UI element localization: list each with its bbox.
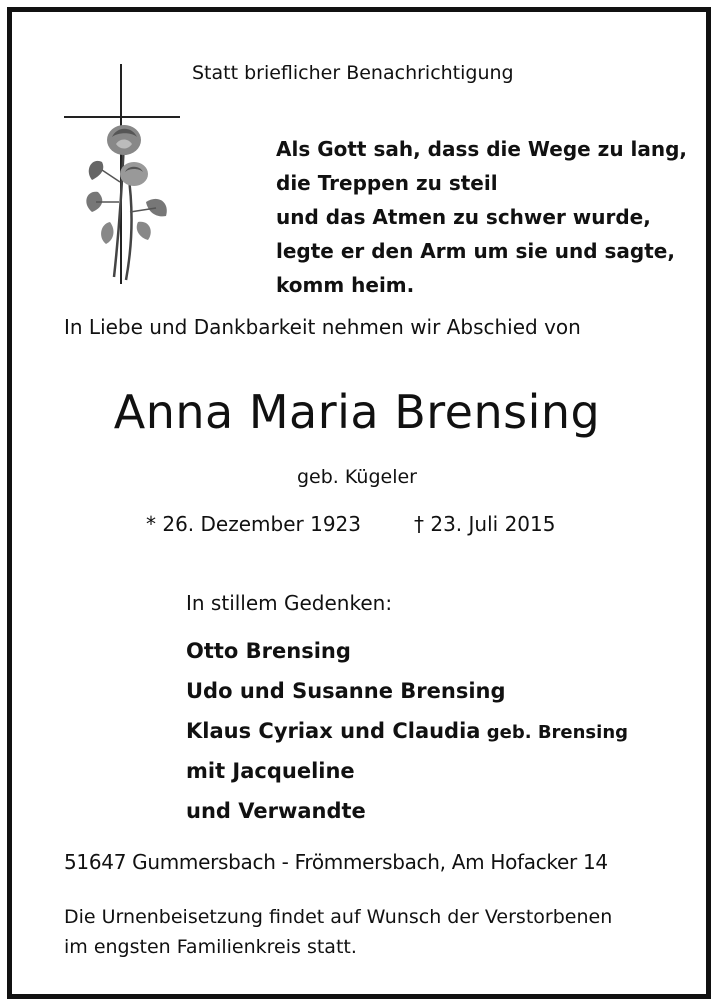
mourner-entry: Klaus Cyriax und Claudia geb. Brensing — [186, 719, 629, 743]
mourner-entry: Otto Brensing — [186, 639, 351, 663]
mourner-entry: und Verwandte — [186, 799, 366, 823]
poem-line: und das Atmen zu schwer wurde, — [276, 205, 651, 229]
deceased-name: Anna Maria Brensing — [113, 385, 601, 439]
poem-line: die Treppen zu steil — [276, 171, 498, 195]
address: 51647 Gummersbach - Frömmersbach, Am Hofacker 14 — [64, 850, 608, 874]
poem — [276, 132, 687, 302]
notice-header: Statt brieflicher Benachrichtigung — [192, 62, 514, 84]
cross-with-rose-emblem — [62, 62, 182, 287]
closing-line: Die Urnenbeisetzung findet auf Wunsch der Verstorbenen — [64, 906, 613, 928]
poem-line: komm heim. — [276, 273, 415, 297]
birth-name: geb. Kügeler — [297, 466, 417, 488]
mourners-list — [186, 632, 628, 832]
death-date: † 23. Juli 2015 — [414, 512, 556, 536]
mourner-entry: Udo und Susanne Brensing — [186, 679, 506, 703]
farewell-intro: In Liebe und Dankbarkeit nehmen wir Abschied von — [64, 315, 581, 339]
mourning-intro: In stillem Gedenken: — [186, 591, 393, 615]
closing-line: im engsten Familienkreis statt. — [64, 936, 357, 958]
rose-icon — [86, 125, 166, 280]
poem-line: Als Gott sah, dass die Wege zu lang, — [276, 137, 688, 161]
closing-note — [64, 902, 612, 962]
poem-line: legte er den Arm um sie und sagte, — [276, 239, 675, 263]
birth-date: * 26. Dezember 1923 — [146, 512, 361, 536]
mourner-entry: mit Jacqueline — [186, 759, 355, 783]
